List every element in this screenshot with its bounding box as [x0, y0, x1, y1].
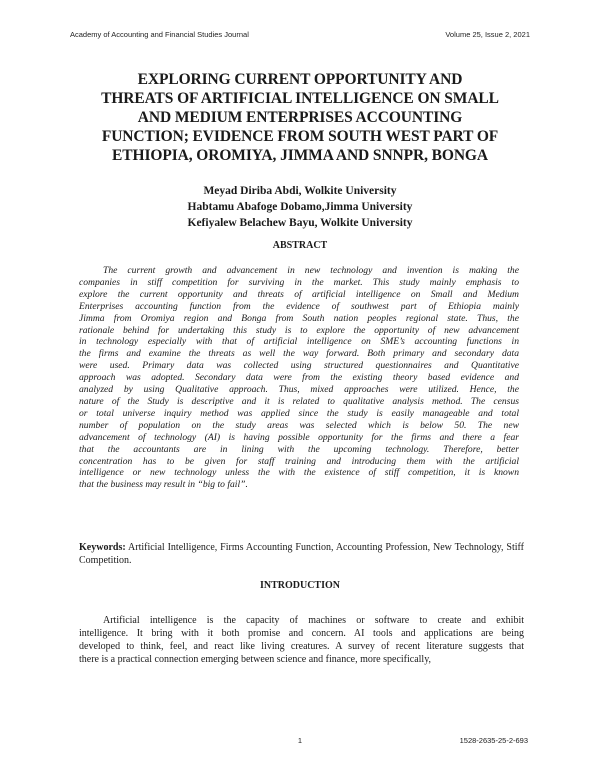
abstract-line: number of population on the study areas was selected which is below 50. The new — [79, 419, 519, 431]
intro-line: there is a practical connection emerging between science and finance, more specifically, — [79, 653, 432, 665]
title-line: FUNCTION; EVIDENCE FROM SOUTH WEST PART OF — [101, 128, 499, 145]
author: Habtamu Abafoge Dobamo,Jimma University — [187, 201, 413, 213]
keywords-text: Artificial Intelligence, Firms Accounting Function, Accounting Profession, New Technology, Stiff Competition. — [79, 542, 525, 566]
title-line: EXPLORING CURRENT OPPORTUNITY AND — [137, 71, 463, 88]
intro-line: Artificial intelligence is the capacity of machines or software to create and exhibit — [103, 615, 524, 626]
abstract-line: that the business may result in “big to fail”. — [79, 479, 248, 491]
keywords-label: Keywords: — [79, 542, 126, 553]
introduction-body — [79, 615, 524, 667]
abstract-line: concentration has to be given for staff training and introducing them with the artificial — [79, 455, 519, 467]
title-line: ETHIOPIA, OROMIYA, JIMMA AND SNNPR, BONGA — [112, 147, 488, 164]
volume-issue: Volume 25, Issue 2, 2021 — [445, 30, 530, 39]
issn: 1528-2635-25-2-693 — [459, 736, 528, 745]
introduction-heading: INTRODUCTION — [259, 580, 340, 591]
abstract-heading: ABSTRACT — [272, 240, 328, 251]
page-number: 1 — [297, 736, 303, 745]
abstract-body — [79, 265, 519, 491]
title-line: AND MEDIUM ENTERPRISES ACCOUNTING — [137, 109, 463, 126]
abstract-line: Jimma from Oromiya region and Bonga from South nation peoples regional state. Thus, the — [79, 312, 519, 324]
intro-line: developed to think, feel, and react like living creatures. A survey of recent literature suggests that — [79, 640, 524, 652]
abstract-line: analyzed by using Qualitative approach. Thus, mixed approaches were utilized. Hence, the — [79, 384, 519, 396]
author: Kefiyalew Belachew Bayu, Wolkite University — [187, 217, 413, 229]
abstract-line: approach was adopted. Secondary data were from the existing theory based evidence and — [79, 372, 519, 384]
author: Meyad Diriba Abdi, Wolkite University — [203, 185, 397, 197]
abstract-line: in technology especially with that of artificial intelligence on SME’s accounting functions in — [79, 336, 519, 348]
author-list — [60, 183, 540, 231]
abstract-line: advancement of technology (AI) is having possible opportunity for the firms and there a fear — [79, 431, 519, 443]
keywords — [79, 541, 524, 567]
abstract-line: companies in stiff competition for surviving in the market. This study mainly emphasis to — [79, 276, 519, 288]
abstract-line: explore the current opportunity and threats of artificial intelligence on Small and Medium — [79, 288, 519, 300]
abstract-line: The current growth and advancement in new technology and invention is making the — [103, 265, 519, 276]
paper-title — [60, 70, 540, 165]
abstract-line: were used. Primary data was collected using structured questionnaires and Quantitative — [79, 360, 519, 372]
abstract-line: nature of the Study is descriptive and it is related to qualitative analysis method. The census — [79, 395, 519, 407]
abstract-line: Enterprises accounting function from the evidence of southwest part of Ethiopia mainly — [79, 300, 519, 312]
title-line: THREATS OF ARTIFICIAL INTELLIGENCE ON SMALL — [101, 90, 499, 107]
abstract-line: the firms and examine the threats as well the way forward. Both primary and secondary data — [79, 348, 519, 360]
abstract-line: that the accountants are in lining with the upcoming technology. Therefore, better — [79, 443, 519, 455]
abstract-line: rationale behind for undertaking this study is to explore the opportunity of new advancement — [79, 324, 519, 336]
abstract-line: or total universe inquiry method was applied since the study is easily manageable and total — [79, 407, 519, 419]
running-header — [70, 30, 530, 39]
abstract-line: intelligence or new technology unless the with the existence of stiff competition, it is known — [79, 467, 519, 479]
intro-line: intelligence. It bring with it both promise and concern. AI tools and applications are being — [79, 627, 524, 639]
journal-name: Academy of Accounting and Financial Studies Journal — [70, 30, 249, 39]
